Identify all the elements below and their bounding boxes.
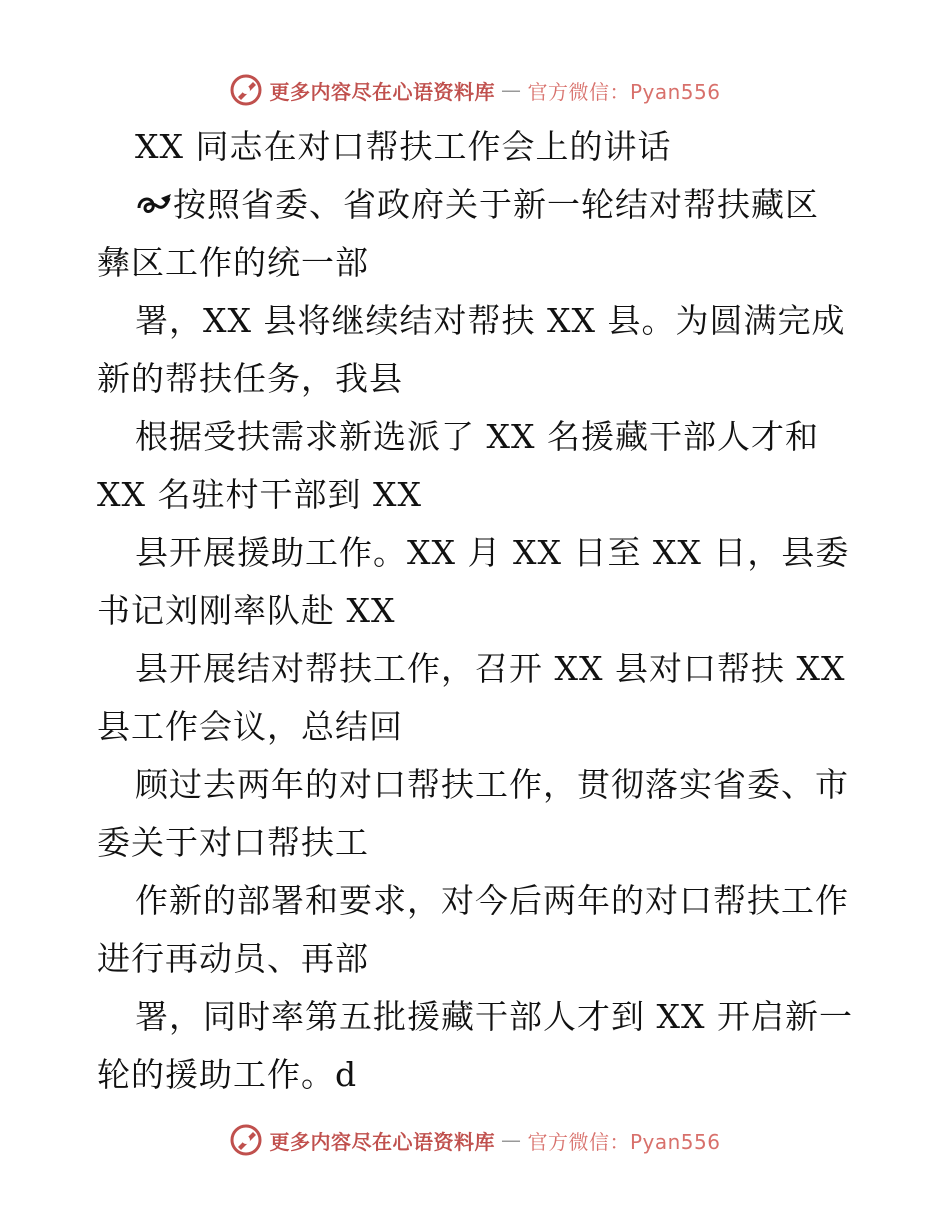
header-banner <box>0 70 950 110</box>
paragraph-line: 县开展结对帮扶工作，召开 XX 县对口帮扶 XX <box>135 649 846 688</box>
brush-logo-icon <box>229 1123 263 1157</box>
banner-main-text: 更多内容尽在心语资料库 <box>269 79 495 104</box>
footer-banner <box>0 1120 950 1160</box>
paragraph-line: 委关于对口帮扶工 <box>97 823 369 862</box>
paragraph-line-text: 按照省委、省政府关于新一轮结对帮扶藏区 <box>173 185 819 224</box>
swirl-bullet-icon <box>135 190 173 220</box>
paragraph-line: 署，同时率第五批援藏干部人才到 XX 开启新一 <box>135 997 853 1036</box>
brush-logo-icon <box>229 73 263 107</box>
paragraph-line: 署，XX 县将继续结对帮扶 XX 县。为圆满完成 <box>135 301 846 340</box>
paragraph-line: 县开展援助工作。XX 月 XX 日至 XX 日，县委 <box>135 533 850 572</box>
paragraph-line: 作新的部署和要求，对今后两年的对口帮扶工作 <box>135 881 849 920</box>
banner-wechat-text: 官方微信：Pyan556 <box>527 1129 721 1154</box>
banner-dash: — <box>500 78 522 102</box>
paragraph-line: 彝区工作的统一部 <box>97 243 369 282</box>
paragraph-line: XX 名驻村干部到 XX <box>97 475 422 514</box>
document-title: XX 同志在对口帮扶工作会上的讲话 <box>135 127 672 166</box>
document-body <box>97 118 857 1104</box>
banner-main-text: 更多内容尽在心语资料库 <box>269 1129 495 1154</box>
banner-dash: — <box>500 1128 522 1152</box>
banner-wechat-text: 官方微信：Pyan556 <box>527 79 721 104</box>
paragraph-line: 根据受扶需求新选派了 XX 名援藏干部人才和 <box>135 417 819 456</box>
paragraph-line: 轮的援助工作。d <box>97 1055 358 1094</box>
paragraph-line <box>97 176 857 234</box>
paragraph-line: 书记刘刚率队赴 XX <box>97 591 396 630</box>
paragraph-line: 进行再动员、再部 <box>97 939 369 978</box>
paragraph-line: 新的帮扶任务，我县 <box>97 359 403 398</box>
paragraph-line: 顾过去两年的对口帮扶工作，贯彻落实省委、市 <box>135 765 849 804</box>
paragraph-line: 县工作会议，总结回 <box>97 707 403 746</box>
